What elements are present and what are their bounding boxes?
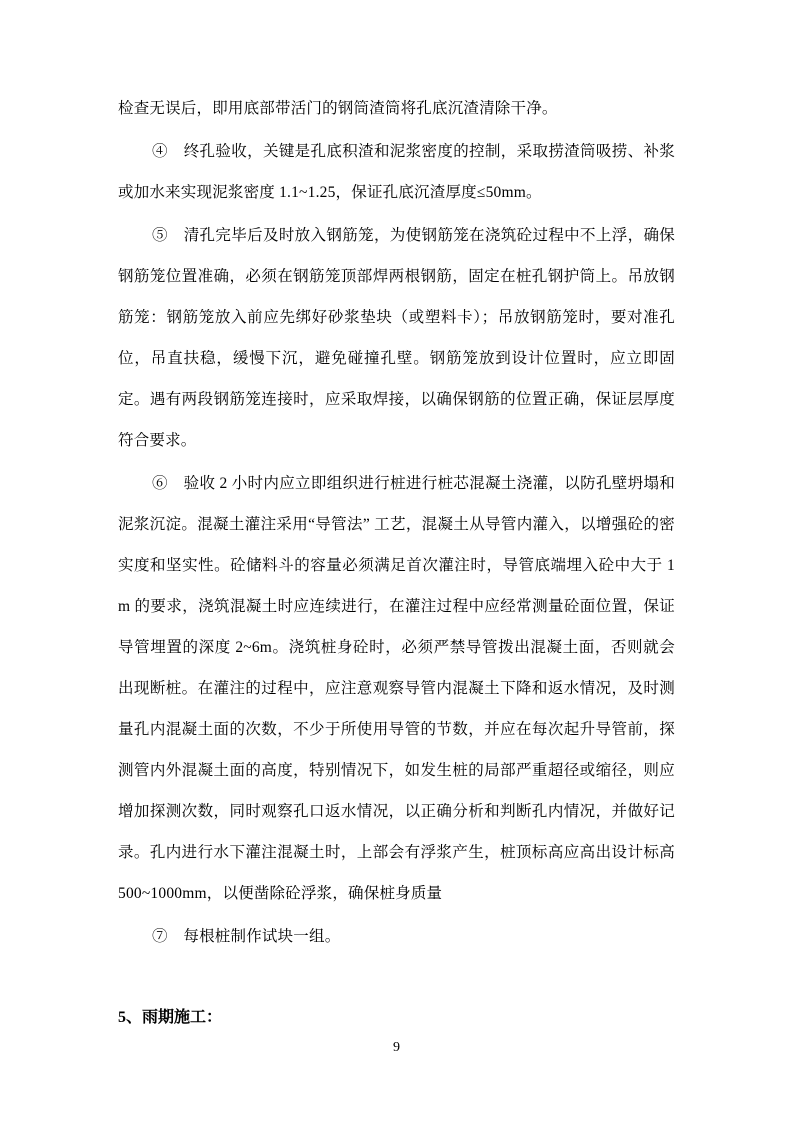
section-heading-rainy-season: 5、雨期施工： <box>118 1009 223 1026</box>
paragraph-item-4: ④ 终孔验收，关键是孔底积渣和泥浆密度的控制，采取捞渣筒吸捞、补浆或加水来实现泥浆密度 1.1~1.25，保证孔底沉渣厚度≤50mm。 <box>118 143 675 201</box>
paragraph-item-5: ⑤ 清孔完毕后及时放入钢筋笼，为使钢筋笼在浇筑砼过程中不上浮，确保钢筋笼位置准确，必须在钢筋笼顶部焊两根钢筋，固定在桩孔钢护筒上。吊放钢筋笼：钢筋笼放入前应先绑好砂浆垫块（或塑料卡）；吊放钢筋笼时，要对准孔位，吊直扶稳，缓慢下沉，避免碰撞孔壁。钢筋笼放到设计位置时，应立即固定。遇有两段钢筋笼连接时，应采取焊接，以确保钢筋的位置正确，保证层厚度符合要求。 <box>118 227 675 449</box>
paragraph-item-7: ⑦ 每根桩制作试块一组。 <box>152 928 341 945</box>
paragraph-item-6: ⑥ 验收 2 小时内应立即组织进行桩进行桩芯混凝土浇灌，以防孔壁坍塌和泥浆沉淀。混凝土灌注采用“导管法” 工艺，混凝土从导管内灌入，以增强砼的密实度和坚实性。砼储料斗的容量必须满足首次灌注时，导管底端埋入砼中大于 1m 的要求，浇筑混凝土时应连续进行，在灌注过程中应经常测量砼面位置，保证导管埋置的深度 2~6m。浇筑桩身砼时，必须严禁导管拨出混凝土面，否则就会出现断桩。在灌注的过程中，应注意观察导管内混凝土下降和返水情况，及时测量孔内混凝土面的次数，不少于所使用导管的节数，并应在每次起升导管前，探测管内外混凝土面的高度，特别情况下，如发生桩的局部严重超径或缩径，则应增加探测次数，同时观察孔口返水情况，以正确分析和判断孔内情况，并做好记录。孔内进行水下灌注混凝土时，上部会有浮浆产生，桩顶标高应高出设计标高 500~1000mm，以便凿除砼浮浆，确保桩身质量 <box>118 475 675 902</box>
paragraph-continuation: 检查无误后，即用底部带活门的钢筒渣筒将孔底沉渣清除干净。 <box>118 100 558 117</box>
page-number: 9 <box>393 1040 400 1055</box>
document-body <box>118 88 675 1038</box>
